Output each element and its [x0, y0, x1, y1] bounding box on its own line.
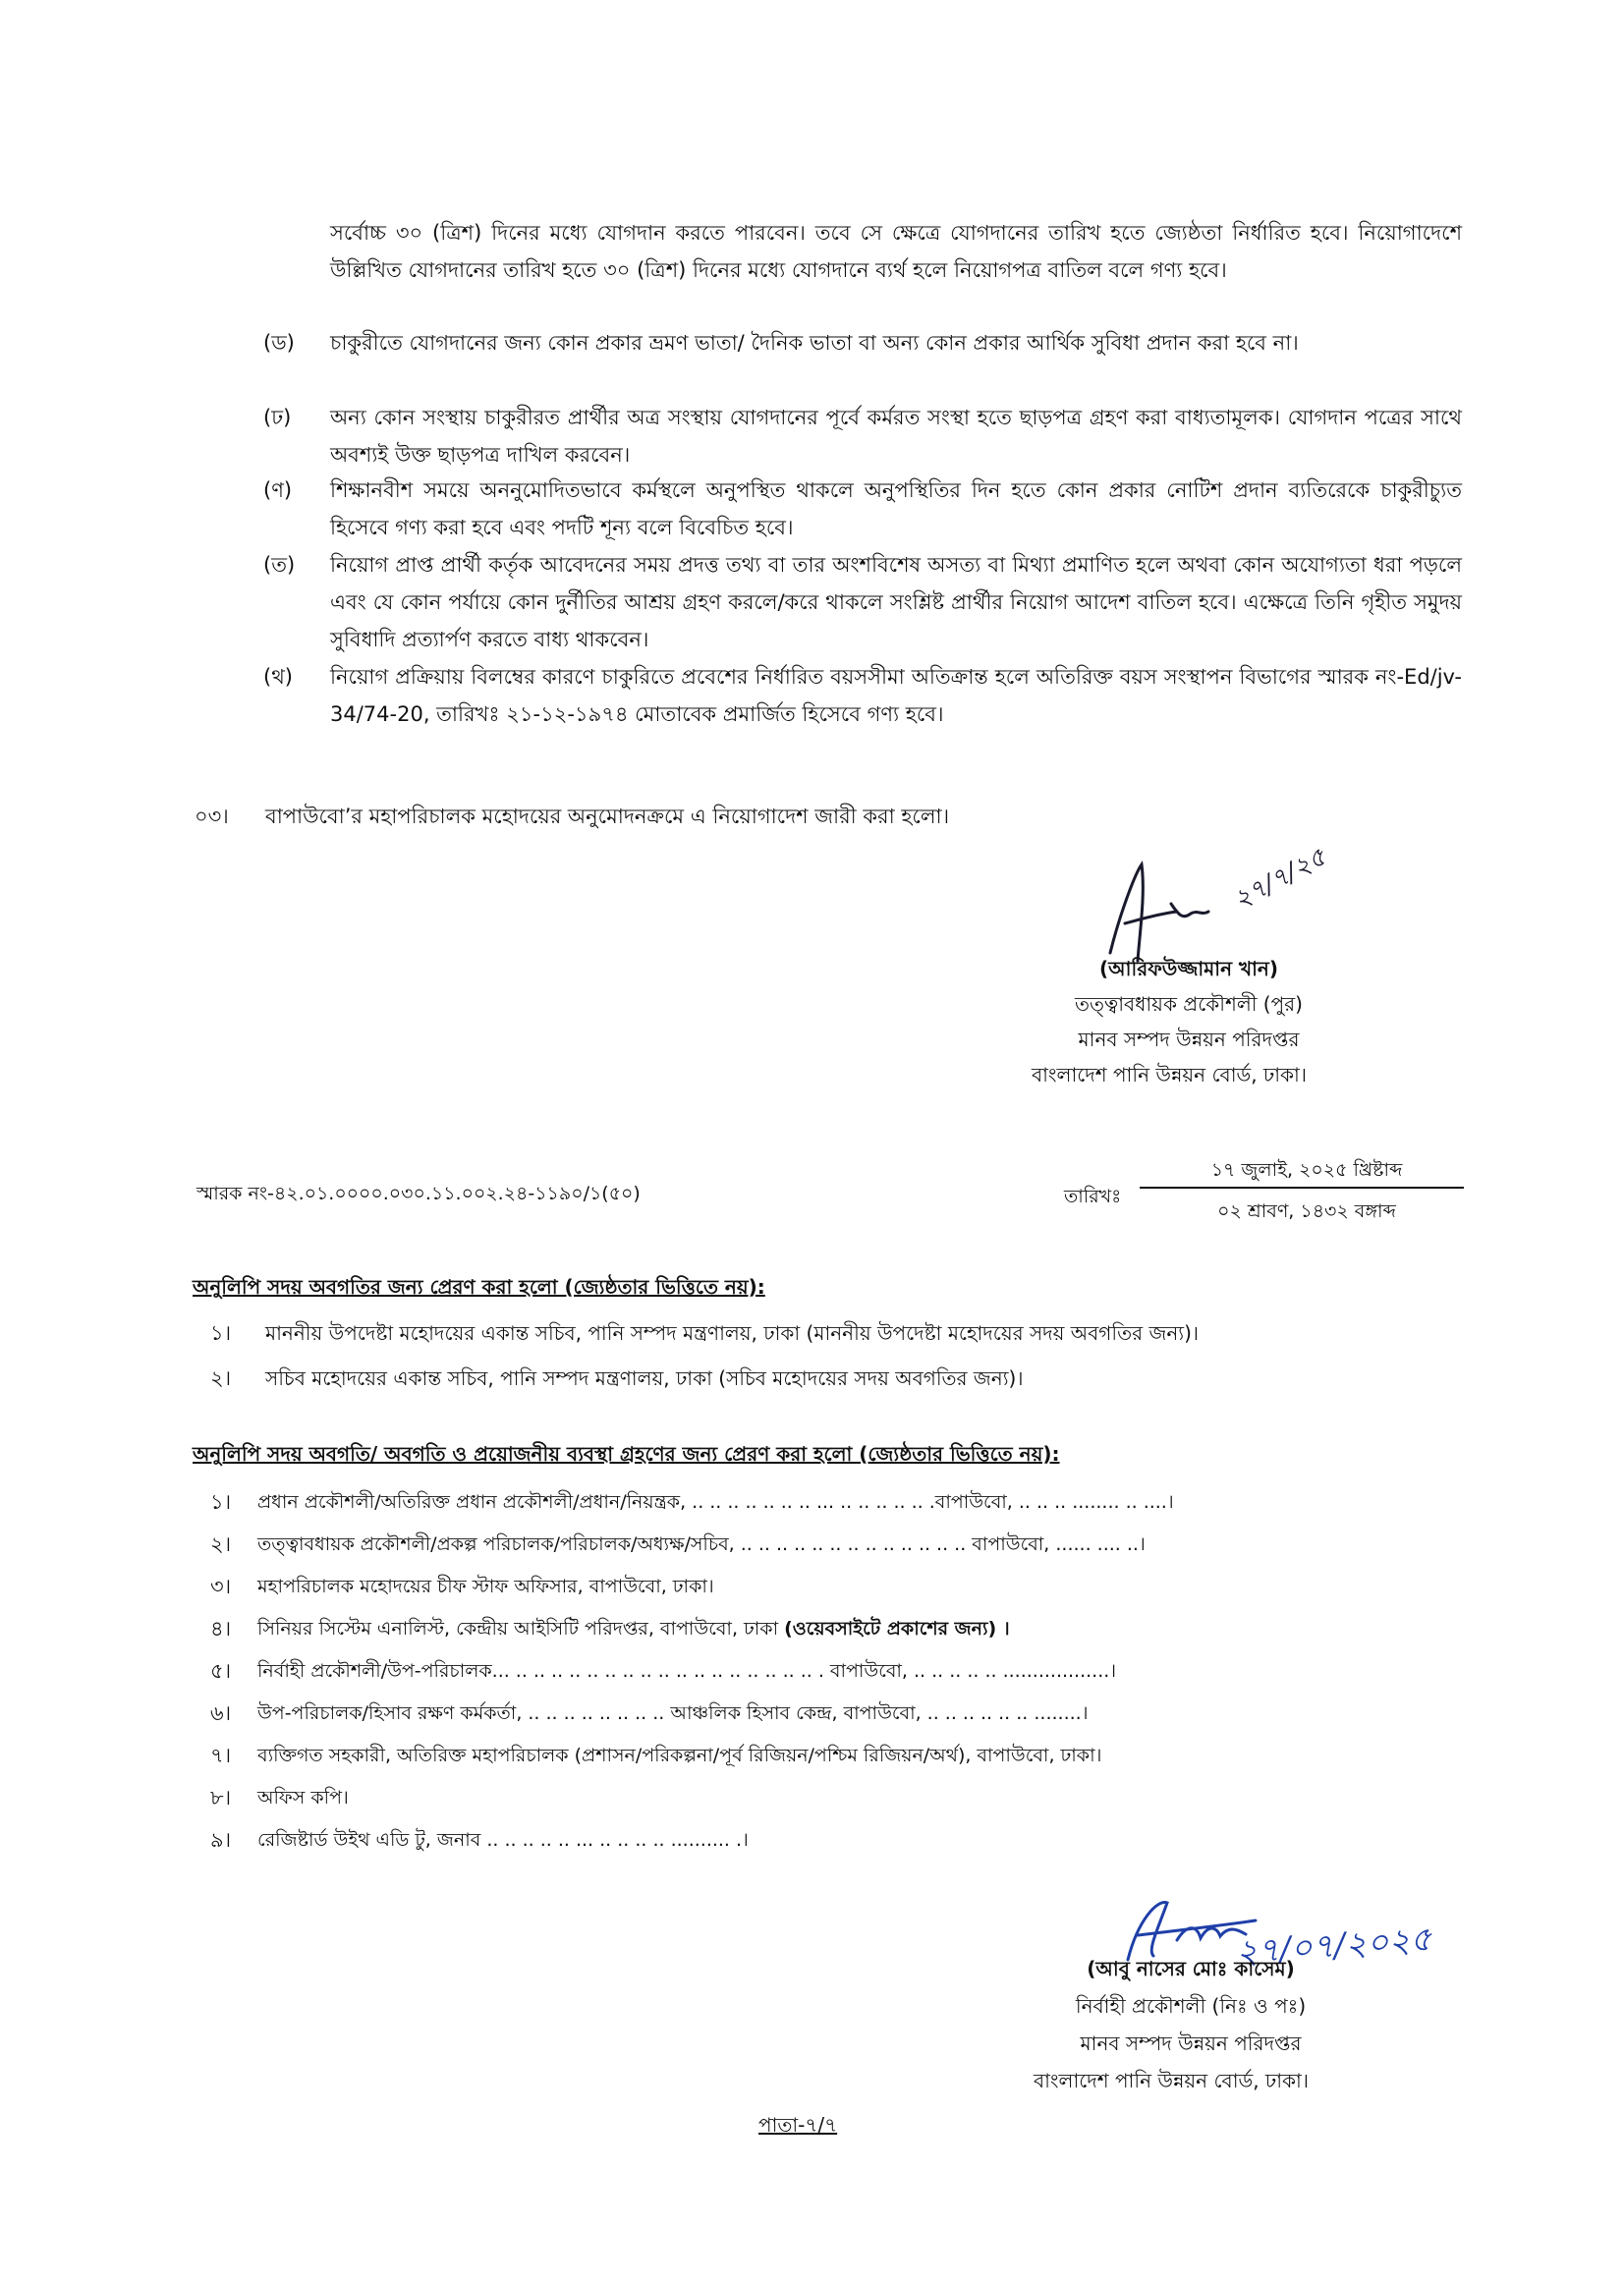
- signatory-1-organization: বাংলাদেশ পানি উন্নয়ন বোর্ড, ঢাকা।: [1032, 1063, 1307, 1086]
- copy-2-number: ৯।: [210, 1828, 232, 1852]
- copy-1-number: ২।: [210, 1366, 232, 1390]
- copy-1-text: মাননীয় উপদেষ্টা মহোদয়ের একান্ত সচিব, পানি সম্পদ মন্ত্রণালয়, ঢাকা (মাননীয় উপদেষ্টা মহোদয়ের সদয় অবগতির জন্য)।: [265, 1321, 1200, 1345]
- copy-2-text: সিনিয়র সিস্টেম এনালিস্ট, কেন্দ্রীয় আইসিটি পরিদপ্তর, বাপাউবো, ঢাকা: [257, 1618, 785, 1640]
- condition-marker: (ত): [263, 553, 296, 577]
- copy-2-number: ৩।: [210, 1575, 232, 1598]
- condition-text: নিয়োগ প্রাপ্ত প্রার্থী কর্তৃক আবেদনের সময় প্রদত্ত তথ্য বা তার অংশবিশেষ অসত্য বা মিথ্যা প্রমাণিত হলে অথবা কোন অযোগ্যতা ধরা পড়লে এবং যে কোন পর্যায়ে কোন দুর্নীতির আশ্রয় গ্রহণ করলে/করে থাকলে সংশ্লিষ্ট প্রার্থীর নিয়োগ আদেশ বাতিল হবে। এক্ষেত্রে তিনি গৃহীত সমুদয় সুবিধাদি প্রত্যার্পণ করতে বাধ্য থাকবেন।: [330, 553, 1462, 651]
- copy-group-2-heading: অনুলিপি সদয় অবগতি/ অবগতি ও প্রয়োজনীয় ব্যবস্থা গ্রহণের জন্য প্রেরণ করা হলো (জ্যেষ্ঠতার ভিত্তিতে নয়):: [193, 1442, 1060, 1466]
- copy-group-1-heading: অনুলিপি সদয় অবগতির জন্য প্রেরণ করা হলো (জ্যেষ্ঠতার ভিত্তিতে নয়):: [193, 1275, 765, 1299]
- date-bangla: ০২ শ্রাবণ, ১৪৩২ বঙ্গাব্দ: [1217, 1200, 1396, 1222]
- copy-2-text: রেজিষ্টার্ড উইথ এডি টু, জনাব .. .. .. .. .. ... .. .. .. .. .......... .।: [257, 1829, 749, 1851]
- signatory-1-name: (আরিফউজ্জামান খান): [1099, 957, 1278, 980]
- date-divider: [1140, 1187, 1464, 1189]
- copy-2-number: ১।: [210, 1490, 232, 1514]
- section-number: ০৩।: [195, 805, 229, 828]
- continuation-paragraph: সর্বোচ্চ ৩০ (ত্রিশ) দিনের মধ্যে যোগদান করতে পারবেন। তবে সে ক্ষেত্রে যোগদানের তারিখ হতে জ্যেষ্ঠতা নির্ধারিত হবে। নিয়োগাদেশে উল্লিখিত যোগদানের তারিখ হতে ৩০ (ত্রিশ) দিনের মধ্যে যোগদানে ব্যর্থ হলে নিয়োগপত্র বাতিল বলে গণ্য হবে।: [330, 221, 1462, 282]
- condition-marker: (ড): [263, 331, 295, 355]
- condition-marker: (ণ): [263, 478, 293, 502]
- copy-2-number: ৮।: [210, 1786, 232, 1809]
- condition-text: নিয়োগ প্রক্রিয়ায় বিলম্বের কারণে চাকুরিতে প্রবেশের নির্ধারিত বয়সসীমা অতিক্রান্ত হলে অতিরিক্ত বয়স সংস্থাপন বিভাগের স্মারক নং-Ed/jv-34/74-20, তারিখঃ ২১-১২-১৯৭৪ মোতাবেক প্রমার্জিত হিসেবে গণ্য হবে।: [330, 665, 1462, 726]
- section-text: বাপাউবো’র মহাপরিচালক মহোদয়ের অনুমোদনক্রমে এ নিয়োগাদেশ জারী করা হলো।: [265, 805, 950, 828]
- date-gregorian: ১৭ জুলাই, ২০২৫ খ্রিষ্টাব্দ: [1210, 1159, 1403, 1181]
- signatory-1-designation: তত্ত্বাবধায়ক প্রকৌশলী (পুর): [1075, 992, 1303, 1016]
- signatory-2-organization: বাংলাদেশ পানি উন্নয়ন বোর্ড, ঢাকা।: [1034, 2069, 1309, 2092]
- copy-2-number: ৫।: [210, 1659, 232, 1683]
- memo-number: স্মারক নং-৪২.০১.০০০০.০৩০.১১.০০২.২৪-১১৯০/১(৫০): [196, 1183, 641, 1204]
- signatory-2-office: মানব সম্পদ উন্নয়ন পরিদপ্তর: [1080, 2032, 1302, 2055]
- condition-text: চাকুরীতে যোগদানের জন্য কোন প্রকার ভ্রমণ ভাতা/ দৈনিক ভাতা বা অন্য কোন প্রকার আর্থিক সুবিধা প্রদান করা হবে না।: [330, 331, 1299, 355]
- signature-1-date: ২৭/৭/২৫: [1228, 842, 1331, 916]
- copy-2-number: ৬।: [210, 1701, 232, 1725]
- copy-2-text: তত্ত্বাবধায়ক প্রকৌশলী/প্রকল্প পরিচালক/পরিচালক/অধ্যক্ষ/সচিব, .. .. .. .. .. .. .. .. .. .. .. .. .. বাপাউবো, ...... .... ..।: [257, 1533, 1146, 1555]
- copy-2-text: মহাপরিচালক মহোদয়ের চীফ স্টাফ অফিসার, বাপাউবো, ঢাকা।: [257, 1576, 714, 1597]
- signatory-2-name: (আবু নাসের মোঃ কাসেম): [1087, 1957, 1295, 1980]
- copy-2-number: ৭।: [210, 1744, 232, 1767]
- copy-2-text: ব্যক্তিগত সহকারী, অতিরিক্ত মহাপরিচালক (প্রশাসন/পরিকল্পনা/পূর্ব রিজিয়ন/পশ্চিম রিজিয়ন/অর্থ), বাপাউবো, ঢাকা।: [257, 1745, 1102, 1766]
- copy-2-text: প্রধান প্রকৌশলী/অতিরিক্ত প্রধান প্রকৌশলী/প্রধান/নিয়ন্ত্রক, .. .. .. .. .. .. .. ... .. .. .. .. .. .বাপাউবো, .. .. .. ........ .. ....।: [257, 1491, 1174, 1513]
- condition-marker: (ঢ): [263, 406, 292, 429]
- copy-2-number: ২।: [210, 1532, 232, 1556]
- signatory-2-designation: নির্বাহী প্রকৌশলী (নিঃ ও পঃ): [1075, 1994, 1307, 2018]
- copy-2-text: নির্বাহী প্রকৌশলী/উপ-পরিচালক... .. .. .. .. .. .. .. .. .. .. .. .. .. .. .. .. .. . বাপাউবো, .. .. .. .. .. ..................।: [257, 1660, 1117, 1682]
- copy-1-number: ১।: [210, 1321, 232, 1345]
- copy-2-text: উপ-পরিচালক/হিসাব রক্ষণ কর্মকর্তা, .. .. .. .. .. .. .. .. আঞ্চলিক হিসাব কেন্দ্র, বাপাউবো, .. .. .. .. .. .. ........।: [257, 1702, 1089, 1724]
- signatory-2-block: [1034, 1950, 1338, 2099]
- signature-2-date: ২৭/০৭/২০২৫: [1234, 1920, 1433, 1973]
- signatory-1-office: মানব সম্পদ উন্নয়ন পরিদপ্তর: [1078, 1028, 1300, 1051]
- condition-text: শিক্ষানবীশ সময়ে অননুমোদিতভাবে কর্মস্থলে অনুপস্থিত থাকলে অনুপস্থিতির দিন হতে কোন প্রকার নোটিশ প্রদান ব্যতিরেকে চাকুরীচ্যুত হিসেবে গণ্য করা হবে এবং পদটি শূন্য বলে বিবেচিত হবে।: [330, 478, 1462, 539]
- copy-2-text-row: [257, 1614, 1010, 1643]
- signatory-1-block: [1032, 951, 1336, 1092]
- condition-text: অন্য কোন সংস্থায় চাকুরীরত প্রার্থীর অত্র সংস্থায় যোগদানের পূর্বে কর্মরত সংস্থা হতে ছাড়পত্র গ্রহণ করা বাধ্যতামূলক। যোগদান পত্রের সাথে অবশ্যই উক্ত ছাড়পত্র দাখিল করবেন।: [330, 406, 1462, 467]
- copy-2-number: ৪।: [210, 1617, 232, 1641]
- copy-2-text: অফিস কপি।: [257, 1787, 349, 1809]
- copy-1-text: সচিব মহোদয়ের একান্ত সচিব, পানি সম্পদ মন্ত্রণালয়, ঢাকা (সচিব মহোদয়ের সদয় অবগতির জন্য)।: [265, 1366, 1024, 1390]
- date-label: তারিখঃ: [1064, 1186, 1122, 1207]
- copy-2-bold-tail: (ওয়েবসাইটে প্রকাশের জন্য) ।: [784, 1618, 1010, 1640]
- page-number: পাতা-৭/৭: [758, 2113, 838, 2137]
- condition-marker: (থ): [263, 665, 293, 689]
